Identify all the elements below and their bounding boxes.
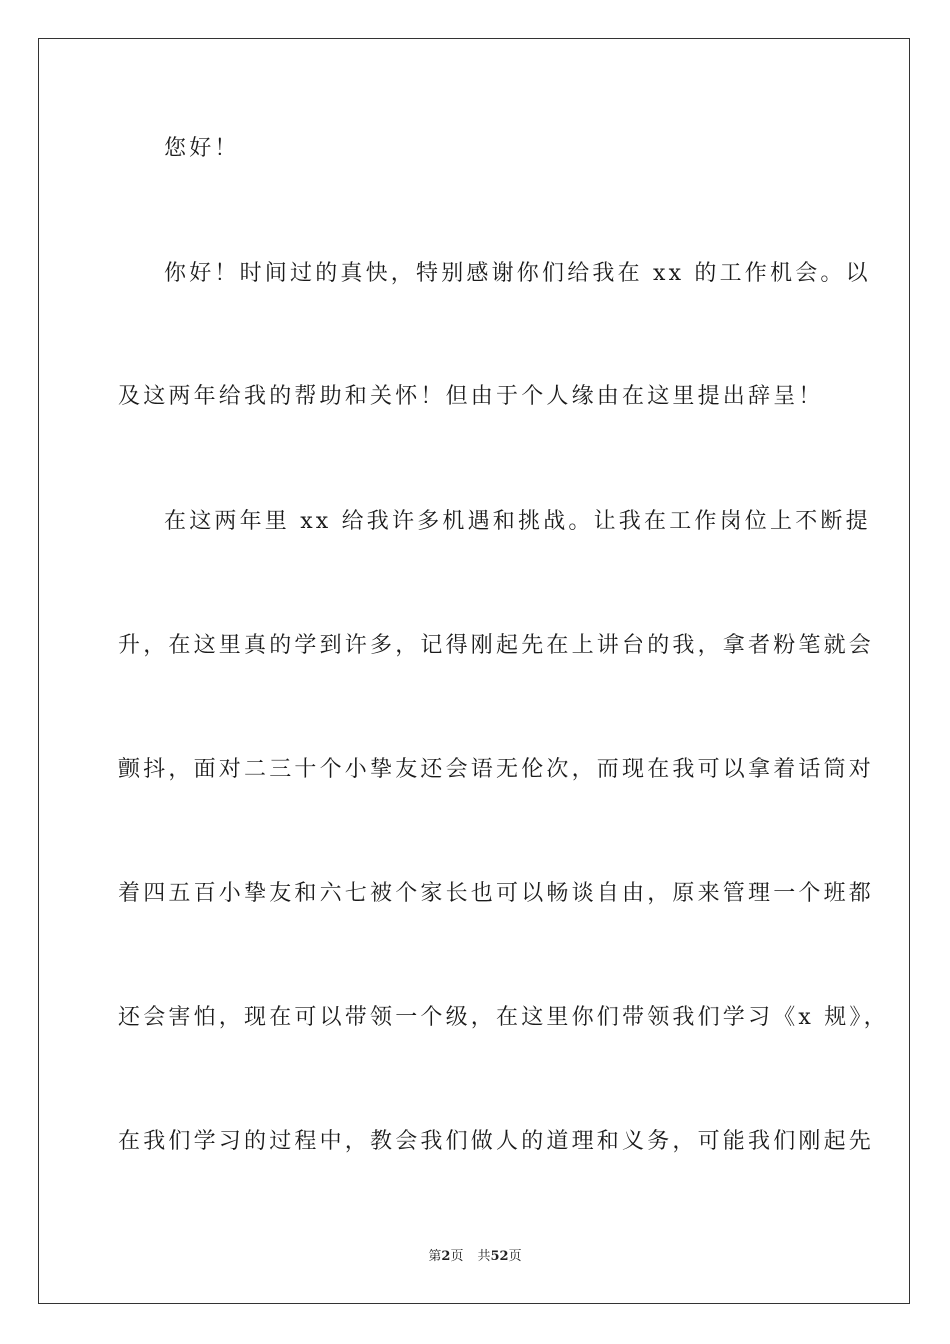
total-pages-number: 52 xyxy=(490,1249,509,1264)
paragraph-2-line-2: 升，在这里真的学到许多，记得刚起先在上讲台的我，拿者粉笔就会 xyxy=(118,633,875,658)
page-suffix: 页 xyxy=(450,1249,464,1264)
total-suffix: 页 xyxy=(508,1249,522,1264)
page-footer xyxy=(0,1249,950,1265)
page-border xyxy=(38,38,910,1304)
paragraph-2-line-3: 颤抖，面对二三十个小挚友还会语无伦次，而现在我可以拿着话筒对 xyxy=(118,757,875,782)
page-prefix: 第 xyxy=(428,1249,442,1264)
paragraph-2-line-4: 着四五百小挚友和六七被个家长也可以畅谈自由，原来管理一个班都 xyxy=(118,881,875,906)
total-prefix: 共 xyxy=(477,1249,491,1264)
paragraph-1-line-2: 及这两年给我的帮助和关怀！但由于个人缘由在这里提出辞呈！ xyxy=(118,384,824,409)
paragraph-2-line-5: 还会害怕，现在可以带领一个级，在这里你们带领我们学习《x 规》， xyxy=(118,1005,889,1030)
paragraph-2-line-1: 在这两年里 xx 给我许多机遇和挑战。让我在工作岗位上不断提 xyxy=(164,509,871,534)
paragraph-2-line-6: 在我们学习的过程中，教会我们做人的道理和义务，可能我们刚起先 xyxy=(118,1129,875,1154)
greeting-line: 您好！ xyxy=(164,136,240,161)
paragraph-1-line-1: 你好！时间过的真快，特别感谢你们给我在 xx 的工作机会。以 xyxy=(164,261,871,286)
current-page-number: 2 xyxy=(441,1249,451,1264)
